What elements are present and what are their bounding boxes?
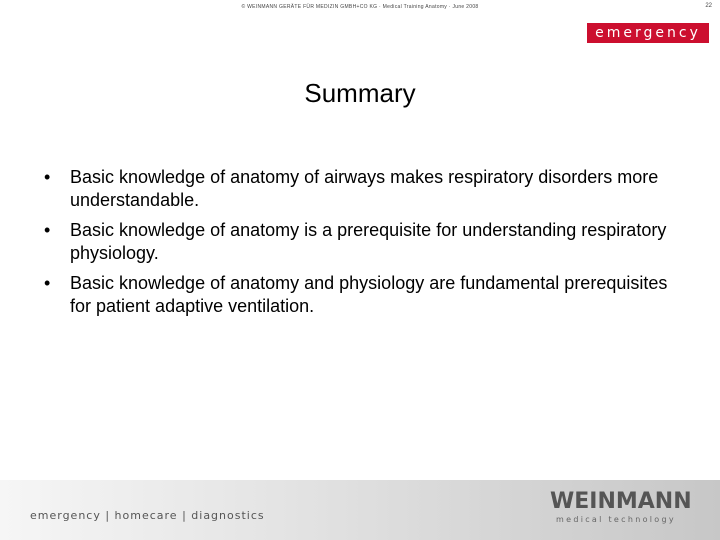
bullet-item: • Basic knowledge of anatomy of airways makes respiratory disorders more understandable. (40, 166, 690, 212)
bullet-item: • Basic knowledge of anatomy and physiology are fundamental prerequisites for patient adaptive ventilation. (40, 272, 690, 318)
page-number: 22 (705, 3, 712, 9)
bullet-list (40, 166, 690, 325)
weinmann-logo (550, 490, 700, 532)
copyright-header: © WEINMANN GERÄTE FÜR MEDIZIN GMBH+CO KG · Medical Training Anatomy · June 2008 (241, 4, 479, 10)
logo-name: WEINMANN (550, 489, 692, 514)
emergency-badge: emergency (587, 23, 709, 43)
footer-tagline: emergency | homecare | diagnostics (30, 509, 265, 522)
slide-title: Summary (304, 78, 416, 108)
logo-subtitle: medical technology (556, 515, 676, 524)
bullet-item: • Basic knowledge of anatomy is a prerequisite for understanding respiratory physiology. (40, 219, 690, 265)
